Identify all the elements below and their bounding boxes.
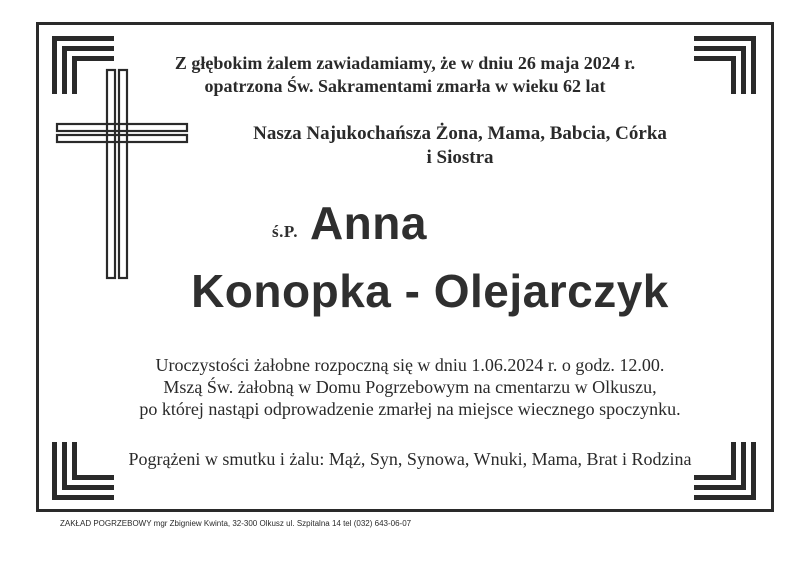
relation-line-2: i Siostra bbox=[426, 147, 494, 168]
intro-line-1: Z głębokim żalem zawiadamiamy, że w dniu 26 maja 2024 r. bbox=[174, 53, 636, 73]
ceremony-line-1: Uroczystości żałobne rozpoczną się w dniu 1.06.2024 r. o godz. 12.00. bbox=[155, 355, 665, 375]
cross-icon bbox=[55, 68, 191, 287]
ceremony-line-3: po której nastąpi odprowadzenie zmarłej na miejsce wiecznego spoczynku. bbox=[139, 399, 681, 419]
relation-line-1: Nasza Najukochańsza Żona, Mama, Babcia, Córka bbox=[253, 123, 667, 144]
deceased-surname: Konopka - Olejarczyk bbox=[191, 265, 669, 317]
mourners-text: Pogrążeni w smutku i żalu: Mąż, Syn, Synowa, Wnuki, Mama, Brat i Rodzina bbox=[128, 449, 692, 469]
honorific-prefix: ś.P. bbox=[272, 222, 298, 241]
deceased-first-name: Anna bbox=[309, 197, 427, 249]
deceased-first-name-line bbox=[272, 196, 427, 250]
funeral-home-footer: ZAKŁAD POGRZEBOWY mgr Zbigniew Kwinta, 32-300 Olkusz ul. Szpitalna 14 tel (032) 643-06-07 bbox=[60, 519, 412, 528]
ceremony-line-2: Mszą Św. żałobną w Domu Pogrzebowym na cmentarzu w Olkuszu, bbox=[163, 377, 657, 397]
relation-text bbox=[180, 122, 740, 170]
announcement-intro bbox=[0, 52, 800, 98]
intro-line-2: opatrzona Św. Sakramentami zmarła w wieku 62 lat bbox=[204, 76, 606, 96]
ceremony-details bbox=[120, 354, 700, 420]
